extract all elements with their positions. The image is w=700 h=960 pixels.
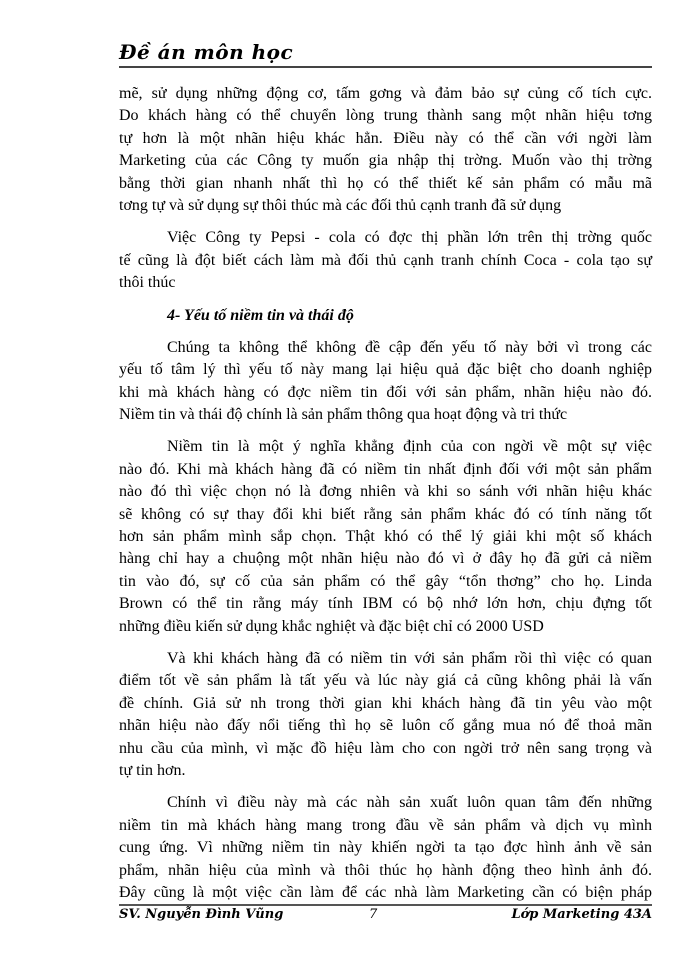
- page-header: [119, 42, 652, 68]
- text-line: tin vào đó, sự cố của sản phẩm có thể gây “tổn thơng” cho họ. Linda: [119, 572, 652, 590]
- text-line: nhu cầu của mình, vì mặc đồ hiệu làm cho con ngời trở nên sang trọng và: [119, 739, 652, 757]
- text-line: mẽ, sử dụng những động cơ, tấm gơng và đảm bảo sự củng cố tích cực.: [119, 85, 652, 102]
- text-line: nào đó thì việc chọn nó là đơng nhiên và khi so sánh với nhãn hiệu khác: [119, 483, 652, 501]
- header-title: Đề án môn học: [119, 40, 294, 64]
- text-line: Và khi khách hàng đã có niềm tin với sản phẩm rồi thì việc có quan: [167, 649, 652, 667]
- text-line: nào đó. Khi mà khách hàng đã có niềm tin nhất định đối với một sản phẩm: [119, 460, 652, 478]
- paragraph: [119, 227, 652, 294]
- text-line: Chúng ta không thể không đề cập đến yếu tố này bởi vì trong các: [167, 338, 652, 356]
- text-line: khi mà khách hàng có đợc niềm tin đối với sản phẩm, nhãn hiệu nào đó.: [119, 383, 652, 401]
- page-number: 7: [369, 907, 378, 922]
- text-line: Niềm tin và thái độ chính là sản phẩm thông qua hoạt động và tri thức: [119, 406, 568, 424]
- text-line: phẩm, nhãn hiệu của mình và thôi thúc họ hành động theo hình ảnh đó.: [119, 861, 652, 879]
- text-line: yếu tố tâm lý thì yếu tố này mang lại hiệu quả đặc biệt cho doanh nghiệp: [119, 361, 652, 379]
- text-line: Brown có thể tin rằng máy tính IBM có bộ nhớ lớn hơn, chịu đựng tốt: [119, 595, 652, 613]
- text-line: tự tin hơn.: [119, 761, 186, 779]
- text-line: Việc Công ty Pepsi - cola có đợc thị phần lớn trên thị trờng quốc: [167, 229, 652, 247]
- document-body: [119, 83, 652, 914]
- text-line: sẽ không có sự thay đổi khi biết rằng sản phẩm khác đó có tính năng tốt: [119, 505, 652, 523]
- text-line: Đây cũng là một việc cần làm để các nhà làm Marketing cần có biện pháp: [119, 883, 652, 901]
- text-line: điểm tốt về sản phẩm là tất yếu và lúc này giá cả cũng không phải là vấn: [119, 672, 652, 690]
- text-line: thôi thúc: [119, 274, 176, 292]
- text-line: bằng thời gian nhanh nhất thì họ có thể thiết kế sản phẩm có mẫu mã: [119, 174, 652, 192]
- text-line: hàng chỉ hay a chuộng một nhãn hiệu nào đó vì ở đây họ đã gửi cả niềm: [119, 550, 652, 568]
- text-line: đề chính. Giả sử nh trong thời gian khi khách hàng đã tin yêu vào một: [119, 694, 652, 712]
- footer-class: Lớp Marketing 43A: [511, 907, 652, 922]
- section-heading: 4- Yếu tố niềm tin và thái độ: [167, 306, 354, 324]
- text-line: tế cũng là đột biết cách làm mà đối thủ cạnh tranh chính Coca - cola tạo sự: [119, 251, 652, 269]
- text-line: nhãn hiệu nào đấy nổi tiếng thì họ sẽ luôn cố gắng mua nó để thoả mãn: [119, 717, 652, 735]
- text-line: Marketing của các Công ty muốn gia nhập thị trờng. Muốn vào thị trờng: [119, 152, 652, 170]
- text-line: Chính vì điều này mà các nàh sản xuất luôn quan tâm đến những: [167, 794, 652, 812]
- text-line: Niềm tin là một ý nghĩa khẳng định của con ngời về một sự việc: [167, 438, 652, 456]
- page-footer: [119, 904, 652, 926]
- text-line: tự hơn là một nhãn hiệu khác hẳn. Điều này có thể cần với ngời làm: [119, 129, 652, 147]
- paragraph: [119, 337, 652, 427]
- paragraph: [119, 648, 652, 782]
- paragraph: [119, 792, 652, 904]
- paragraph: [119, 83, 652, 217]
- text-line: tơng tự và sử dụng sự thôi thúc mà các đối thủ cạnh tranh đã sử dụng: [119, 196, 562, 214]
- text-line: Do khách hàng có thể chuyển lòng trung thành sang một nhãn hiệu tơng: [119, 107, 652, 125]
- text-line: những điều kiến sử dụng khắc nghiệt và đặc biệt chỉ có 2000 USD: [119, 617, 544, 635]
- paragraph: [119, 436, 652, 638]
- text-line: hơn sản phẩm mình sắp chọn. Thật khó có thể lý giải khi một số khách: [119, 528, 652, 546]
- footer-author: SV. Nguyễn Đình Vũng: [119, 907, 284, 922]
- text-line: niềm tin mà khách hàng mang trong đầu về sản phẩm và dịch vụ mình: [119, 816, 652, 834]
- text-line: cung ứng. Vì những niềm tin này khiến ngời ta tạo đợc hình ảnh về sản: [119, 839, 652, 857]
